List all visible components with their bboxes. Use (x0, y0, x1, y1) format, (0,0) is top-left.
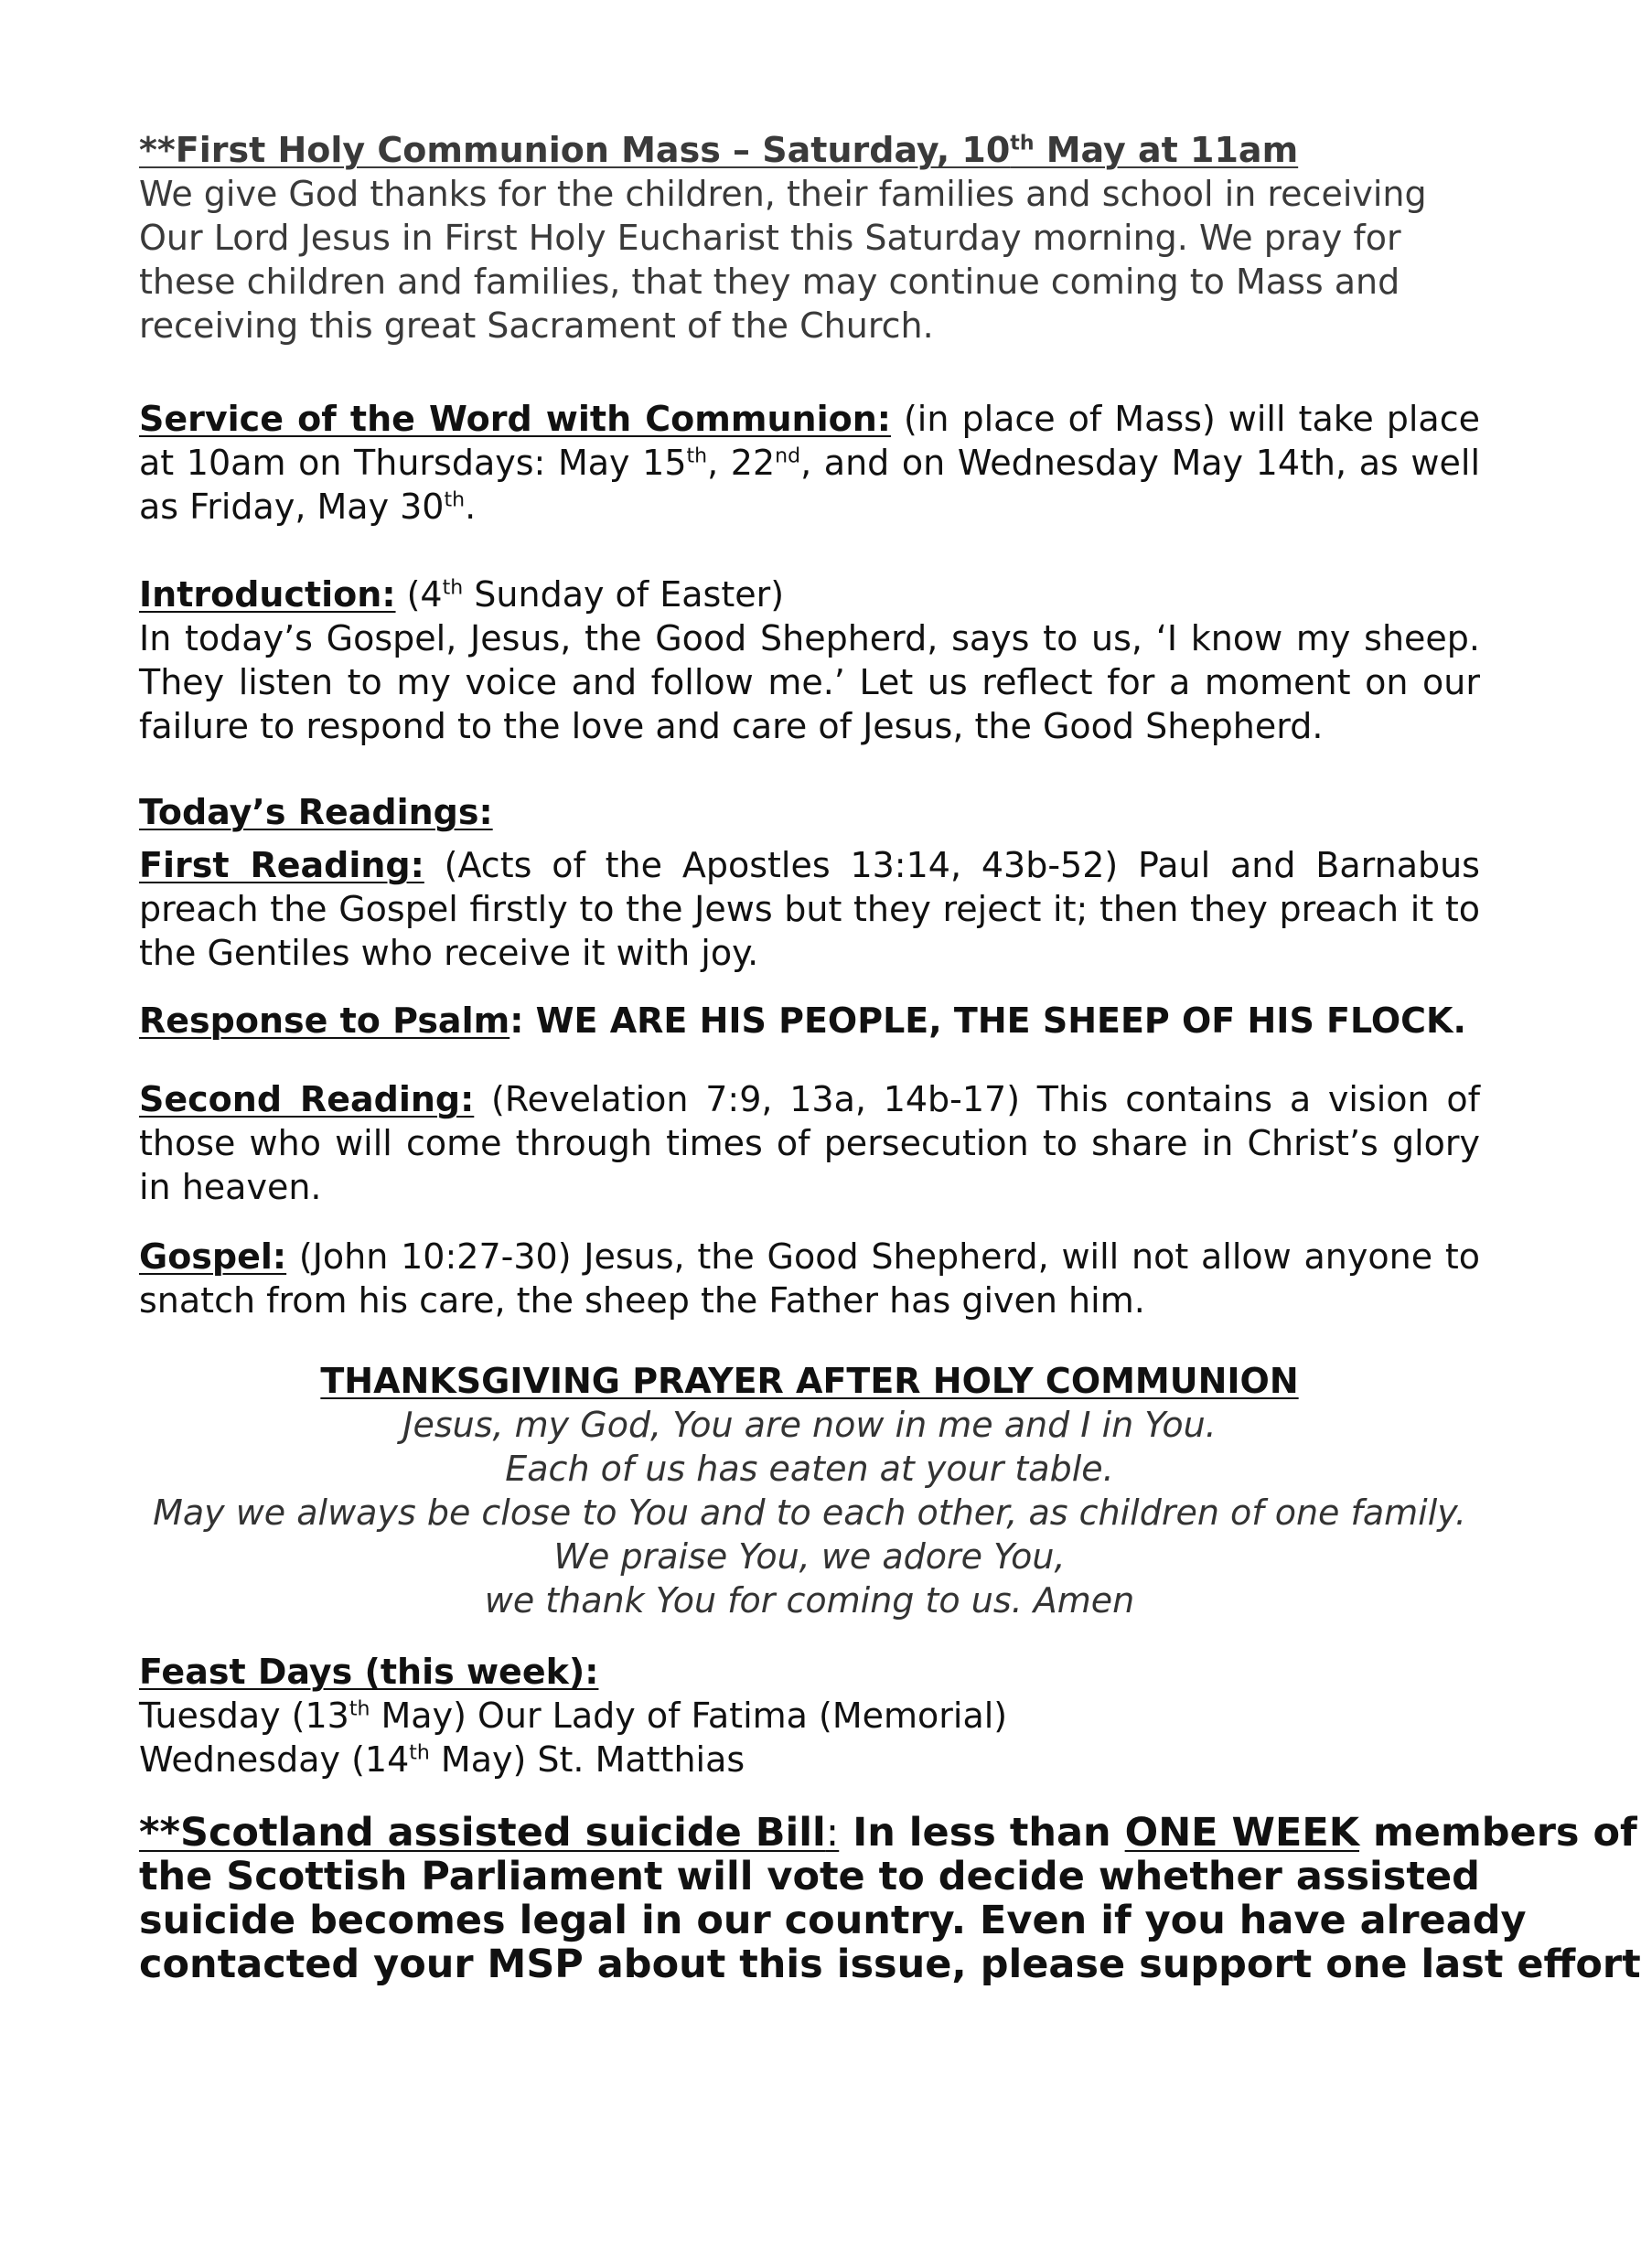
feast-sup: th (409, 1741, 430, 1765)
prayer-line: Jesus, my God, You are now in me and I in You. (402, 1405, 1217, 1445)
service-sup: nd (775, 444, 801, 468)
communion-heading-sup: th (1010, 132, 1035, 155)
feast-text: Wednesday (14 (139, 1739, 410, 1780)
bill-colon: : (825, 1810, 840, 1856)
second-reading-text: (Revelation 7:9, 13a, 14b-17) This contains a vision of those who will come through times of persecution to share in Christ’s glory in heaven. (139, 1079, 1480, 1207)
bill-section (139, 1810, 1641, 1987)
service-section (139, 397, 1480, 541)
newsletter-page (139, 128, 1641, 1987)
communion-line: Our Lord Jesus in First Holy Eucharist this Saturday morning. We pray for (139, 218, 1401, 258)
second-reading-section (139, 1077, 1480, 1211)
introduction-text: (4 (395, 574, 443, 615)
psalm-label: Response to Psalm (139, 1000, 510, 1041)
introduction-section (139, 572, 1480, 757)
gospel-text: (John 10:27-30) Jesus, the Good Shepherd, will not allow anyone to snatch from his care, the sheep the Father has given him. (139, 1236, 1480, 1321)
second-reading-paragraph (139, 1077, 1480, 1209)
feast-sup: th (349, 1697, 370, 1721)
service-text: , and on Wednesday May 14th, as well as Friday, May 30 (139, 443, 1480, 527)
bill-text: members of (1359, 1810, 1637, 1856)
gospel-section (139, 1235, 1480, 1326)
feast-text: Tuesday (13 (139, 1696, 349, 1736)
feasts-section (139, 1650, 1480, 1787)
communion-line: receiving this great Sacrament of the Church. (139, 305, 934, 346)
readings-heading-block (139, 790, 1480, 841)
psalm-paragraph (139, 999, 1480, 1043)
service-text: (in place of Mass) will take place at 10am on Thursdays: May 15 (139, 399, 1480, 483)
bill-label: **Scotland assisted suicide Bill (139, 1810, 826, 1856)
feast-item (139, 1694, 1480, 1738)
gospel-paragraph (139, 1235, 1480, 1322)
introduction-heading (139, 572, 1480, 616)
prayer-line: We praise You, we adore You, (553, 1536, 1066, 1577)
introduction-text: Sunday of Easter) (463, 574, 785, 615)
prayer-section (139, 1359, 1480, 1628)
prayer-heading: THANKSGIVING PRAYER AFTER HOLY COMMUNION (320, 1361, 1299, 1401)
bill-line: the Scottish Parliament will vote to decide whether assisted (139, 1854, 1480, 1899)
psalm-response: : WE ARE HIS PEOPLE, THE SHEEP OF HIS FLOCK. (509, 1000, 1466, 1041)
first-reading-text: (Acts of the Apostles 13:14, 43b-52) Paul and Barnabus preach the Gospel firstly to the Jews but they reject it; then they preach it to the Gentiles who receive it with joy. (139, 845, 1480, 973)
service-label: Service of the Word with Communion: (139, 399, 891, 439)
communion-section (139, 128, 1480, 366)
communion-heading (139, 128, 1480, 172)
communion-line: these children and families, that they may continue coming to Mass and (139, 262, 1400, 302)
first-reading-label: First Reading: (139, 845, 424, 885)
prayer-line: Each of us has eaten at your table. (505, 1449, 1114, 1489)
bill-text: In less than (839, 1810, 1125, 1856)
introduction-label: Introduction: (139, 574, 396, 615)
feast-item (139, 1738, 1480, 1781)
service-paragraph (139, 397, 1480, 529)
communion-line: We give God thanks for the children, their families and school in receiving (139, 174, 1427, 214)
psalm-section (139, 999, 1480, 1050)
second-reading-label: Second Reading: (139, 1079, 475, 1119)
bill-emphasis: ONE WEEK (1124, 1810, 1360, 1856)
bill-first-line (139, 1810, 1637, 1856)
service-sup: th (444, 488, 466, 512)
communion-heading-text: **First Holy Communion Mass – Saturday, 10 (139, 130, 1011, 170)
feast-text: May) Our Lady of Fatima (Memorial) (370, 1696, 1008, 1736)
bill-line: contacted your MSP about this issue, please support one last effort (139, 1942, 1641, 1987)
readings-heading: Today’s Readings: (139, 792, 493, 832)
bill-line: suicide becomes legal in our country. Even if you have already (139, 1898, 1527, 1943)
feast-text: May) St. Matthias (429, 1739, 745, 1780)
prayer-line: May we always be close to You and to each other, as children of one family. (153, 1492, 1466, 1533)
service-sup: th (686, 444, 708, 468)
first-reading-section (139, 843, 1480, 977)
prayer-line: we thank You for coming to us. Amen (484, 1580, 1135, 1621)
first-reading-paragraph (139, 843, 1480, 975)
communion-heading-text-end: May at 11am (1034, 130, 1299, 170)
feasts-heading: Feast Days (this week): (139, 1652, 599, 1692)
service-text: . (465, 487, 477, 527)
introduction-body: In today’s Gospel, Jesus, the Good Shepherd, says to us, ‘I know my sheep. They listen to my voice and follow me.’ Let us reflect for a moment on our failure to respond to the love and care of Jesus, the Good Shepherd. (139, 618, 1480, 746)
gospel-label: Gospel: (139, 1236, 287, 1277)
service-text: , 22 (707, 443, 776, 483)
introduction-sup: th (442, 576, 464, 600)
